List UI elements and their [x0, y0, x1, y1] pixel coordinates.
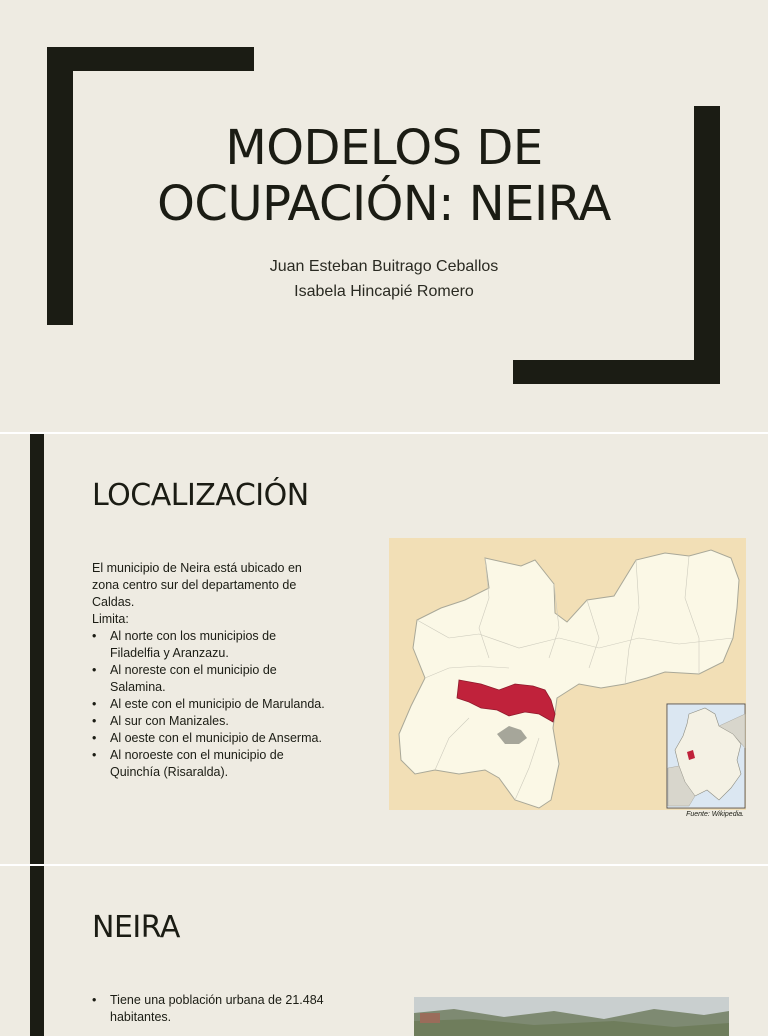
- photo-houses: [420, 1013, 440, 1023]
- limits-label: Limita:: [92, 612, 129, 626]
- title-line-2: OCUPACIÓN: NEIRA: [157, 176, 611, 232]
- frame-top-left-vertical: [47, 47, 73, 325]
- list-item: [92, 713, 362, 730]
- bullet-line: Al este con el municipio de Marulanda.: [110, 697, 325, 711]
- neira-text: [92, 992, 392, 1026]
- location-slide: [0, 434, 768, 864]
- list-item: [92, 662, 362, 696]
- bullet-line: Al noreste con el municipio de: [110, 663, 277, 677]
- list-item: [92, 747, 362, 781]
- bullet-line: Filadelfia y Aranzazu.: [110, 646, 229, 660]
- intro-line: Caldas.: [92, 595, 135, 609]
- list-item: [92, 730, 362, 747]
- intro-line: zona centro sur del departamento de: [92, 578, 297, 592]
- bullet-line: Quinchía (Risaralda).: [110, 765, 229, 779]
- bullet-line: Al norte con los municipios de: [110, 629, 277, 643]
- authors: [100, 254, 668, 304]
- bullet-line: habitantes.: [110, 1010, 172, 1024]
- neira-landscape-photo: [414, 997, 729, 1036]
- neira-heading: NEIRA: [92, 910, 180, 945]
- title-slide: [0, 0, 768, 432]
- author-1: Juan Esteban Buitrago Ceballos: [269, 258, 499, 275]
- location-text: [92, 560, 362, 781]
- list-item: [92, 992, 392, 1026]
- intro-line: El municipio de Neira está ubicado en: [92, 561, 302, 575]
- bullet-line: Tiene una población urbana de 21.484: [110, 993, 324, 1007]
- frame-top-left-horizontal: [47, 47, 254, 71]
- accent-vertical-bar: [30, 434, 44, 864]
- title-line-1: MODELOS DE: [225, 120, 543, 176]
- list-item: [92, 696, 362, 713]
- map-source-caption: Fuente: Wikipedia.: [686, 811, 744, 818]
- bullet-line: Al noroeste con el municipio de: [110, 748, 284, 762]
- neira-slide: [0, 866, 768, 1036]
- author-2: Isabela Hincapié Romero: [294, 283, 474, 300]
- frame-bottom-right-vertical: [694, 106, 720, 384]
- colombia-inset-map: [667, 704, 745, 808]
- neira-list: [92, 992, 392, 1026]
- bullet-line: Salamina.: [110, 680, 166, 694]
- bullet-line: Al oeste con el municipio de Anserma.: [110, 731, 322, 745]
- limits-list: [92, 628, 362, 781]
- list-item: [92, 628, 362, 662]
- bullet-line: Al sur con Manizales.: [110, 714, 229, 728]
- page-title: [100, 120, 668, 232]
- caldas-map: [389, 538, 746, 810]
- accent-vertical-bar: [30, 866, 44, 1036]
- location-heading: LOCALIZACIÓN: [92, 478, 309, 513]
- frame-bottom-right-horizontal: [513, 360, 720, 384]
